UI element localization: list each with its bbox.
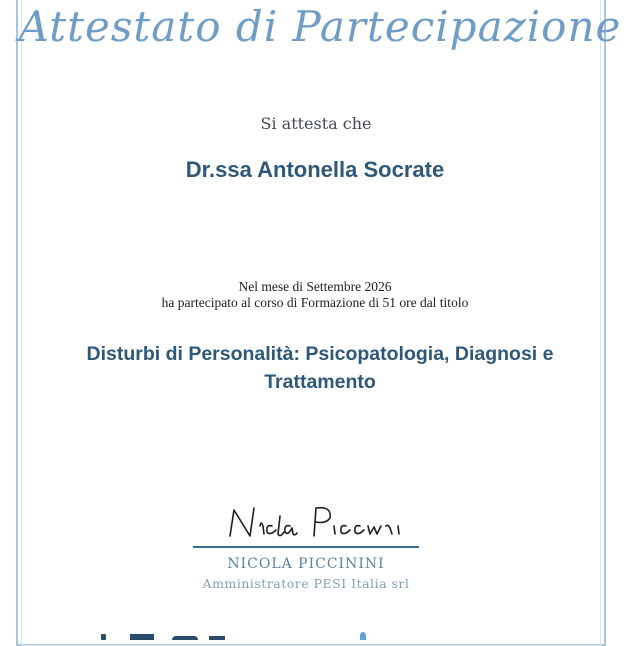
course-hours-line: ha partecipato al corso di Formazione di 51 ore dal titolo bbox=[161, 295, 469, 310]
logo-mark bbox=[172, 636, 198, 640]
date-line: Nel mese di Settembre 2026 bbox=[238, 279, 392, 294]
logo-mark bbox=[101, 634, 106, 640]
logo-mark bbox=[360, 632, 366, 640]
recipient-name: Dr.ssa Antonella Socrate bbox=[185, 157, 445, 182]
handwritten-signature bbox=[220, 496, 420, 546]
logo-strip bbox=[0, 628, 640, 640]
signer-name: NICOLA PICCININI bbox=[227, 556, 385, 572]
certificate-title: Attestato di Partecipazione bbox=[18, 2, 622, 51]
logo-mark bbox=[209, 636, 225, 640]
logo-mark bbox=[130, 634, 154, 640]
certificate-inner-border bbox=[21, 0, 601, 646]
attesta-label: Si attesta che bbox=[260, 114, 372, 133]
signer-role: Amministratore PESI Italia srl bbox=[202, 576, 410, 591]
signature-line bbox=[193, 546, 419, 548]
course-title: Disturbi di Personalità: Psicopatologia, Diagnosi e Trattamento bbox=[86, 343, 554, 393]
